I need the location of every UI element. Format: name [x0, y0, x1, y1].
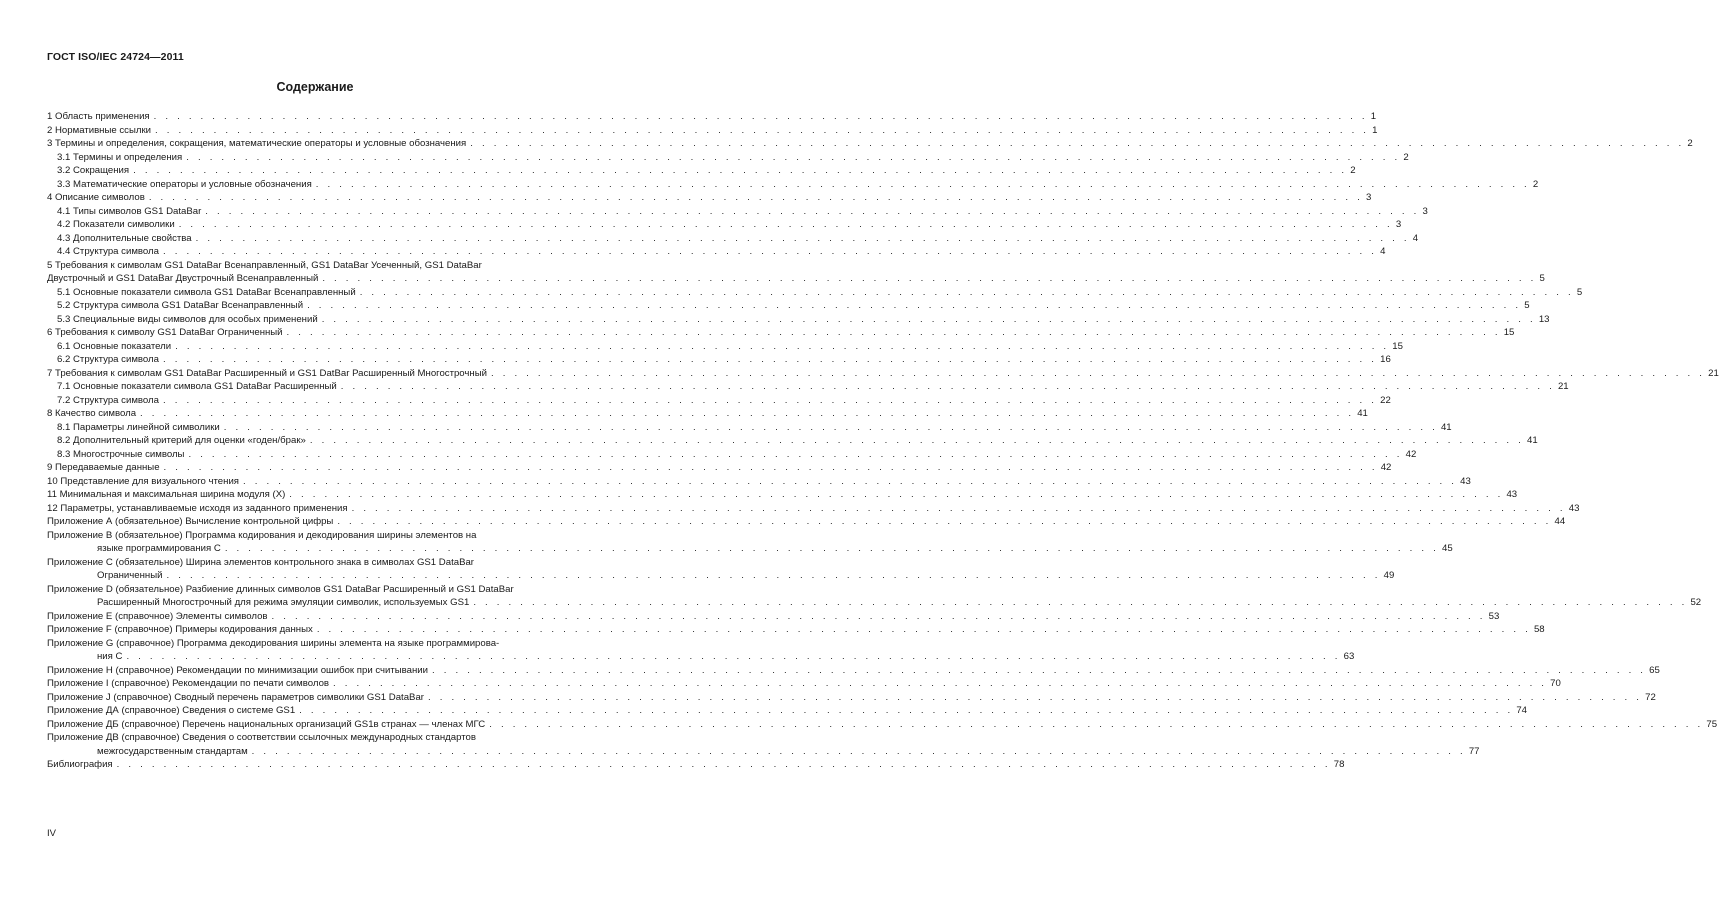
toc-entry-page: 2	[1532, 178, 1539, 190]
toc-entry	[47, 610, 1500, 624]
toc-entry	[47, 421, 1452, 435]
toc-entry-title: Двустрочный и GS1 DataBar Двустрочный Всенаправленный	[47, 273, 319, 284]
leader-dots: . . . . . . . . . . . . . . . . . . . . . . . . . . . . . . . . . . . . . . . . . . . . . . . . . . . . . . . . . . . . . . . . . . . . . . . . . . . . . . . . . . . . . . . . . . . . . . . . . . . . . . . .	[148, 192, 1363, 203]
toc-entry	[47, 529, 1453, 556]
toc-entry-title: Приложение I (справочное) Рекомендации по печати символов	[47, 678, 330, 689]
toc-entry-page: 77	[1468, 745, 1480, 757]
toc-entry-title: 12 Параметры, устанавливаемые исходя из заданного применения	[47, 502, 348, 514]
toc-entry-page: 65	[1649, 664, 1660, 676]
toc-entry-page: 5	[1539, 273, 1545, 284]
toc-entry	[47, 353, 1391, 367]
leader-dots: . . . . . . . . . . . . . . . . . . . . . . . . . . . . . . . . . . . . . . . . . . . . . . . . . . . . . . . . . . . . . . . . . . . . . . . . . . . . . . . . . . . . . . . . . . . . . . . . . . . . . . . .	[186, 151, 1401, 163]
leader-dots: . . . . . . . . . . . . . . . . . . . . . . . . . . . . . . . . . . . . . . . . . . . . . . . . . . . . . . . . . . . . . . . . . . . . . . . . . . . . . . . . . . . . . . . . . . . . . . . . . . . . . . . .	[322, 273, 1537, 284]
toc-entry	[47, 583, 1702, 610]
toc-entry-title: Приложение J (справочное) Сводный перечень параметров символики GS1 DataBar	[47, 691, 424, 703]
toc-entry	[47, 340, 1403, 354]
toc-entry-title-line1: Приложение D (обязательное) Разбиение длинных символов GS1 DataBar Расширенный и GS1 DataBar	[47, 583, 514, 595]
toc-entry	[47, 664, 1660, 678]
toc-entry-page: 72	[1645, 691, 1656, 703]
toc-entry-title: 5.2 Структура символа GS1 DataBar Всенаправленный	[57, 300, 304, 311]
toc-entry-page: 22	[1380, 394, 1391, 406]
toc-entry	[47, 731, 1480, 758]
toc-entry	[47, 191, 1372, 205]
toc-entry	[47, 299, 1530, 313]
toc-entry-page: 21	[1557, 381, 1569, 392]
toc-entry	[47, 488, 1518, 502]
leader-dots: . . . . . . . . . . . . . . . . . . . . . . . . . . . . . . . . . . . . . . . . . . . . . . . . . . . . . . . . . . . . . . . . . . . . . . . . . . . . . . . . . . . . . . . . . . . . . . . . . . . . . . . .	[359, 286, 1574, 298]
toc-entry-title: 1 Область применения	[47, 111, 150, 122]
toc-entry-page: 2	[1687, 138, 1693, 149]
toc-entry-title: 6.2 Структура символа	[57, 354, 159, 365]
toc-entry-page: 45	[1441, 543, 1453, 554]
toc-entry-page: 21	[1708, 367, 1719, 379]
toc-entry-title-line1: Приложение В (обязательное) Программа кодирования и декодирования ширины элементов на	[47, 529, 477, 541]
leader-dots: . . . . . . . . . . . . . . . . . . . . . . . . . . . . . . . . . . . . . . . . . . . . . . . . . . . . . . . . . . . . . . . . . . . . . . . . . . . . . . . . . . . . . . . . . . . . . . . . . . . . . . . .	[243, 475, 1458, 487]
toc-entry-title: 8.1 Параметры линейной символики	[57, 421, 220, 433]
leader-dots: . . . . . . . . . . . . . . . . . . . . . . . . . . . . . . . . . . . . . . . . . . . . . . . . . . . . . . . . . . . . . . . . . . . . . . . . . . . . . . . . . . . . . . . . . . . . . . . . . . . . . . . .	[126, 651, 1341, 662]
leader-dots: . . . . . . . . . . . . . . . . . . . . . . . . . . . . . . . . . . . . . . . . . . . . . . . . . . . . . . . . . . . . . . . . . . . . . . . . . . . . . . . . . . . . . . . . . . . . . . . . . . . . . . . .	[140, 408, 1355, 419]
leader-dots: . . . . . . . . . . . . . . . . . . . . . . . . . . . . . . . . . . . . . . . . . . . . . . . . . . . . . . . . . . . . . . . . . . . . . . . . . . . . . . . . . . . . . . . . . . . . . . . . . . . . . . . .	[224, 543, 1439, 554]
leader-dots: . . . . . . . . . . . . . . . . . . . . . . . . . . . . . . . . . . . . . . . . . . . . . . . . . . . . . . . . . . . . . . . . . . . . . . . . . . . . . . . . . . . . . . . . . . . . . . . . . . . . . . . .	[432, 664, 1647, 676]
toc-entry-title: Приложение Е (справочное) Элементы символов	[47, 610, 268, 622]
leader-dots: . . . . . . . . . . . . . . . . . . . . . . . . . . . . . . . . . . . . . . . . . . . . . . . . . . . . . . . . . . . . . . . . . . . . . . . . . . . . . . . . . . . . . . . . . . . . . . . . . . . . . . . .	[162, 246, 1378, 257]
toc-entry-title: 3.2 Сокращения	[57, 165, 130, 176]
toc-entry	[47, 637, 1355, 664]
toc-entry-page: 49	[1383, 570, 1395, 581]
toc-entry-page: 74	[1516, 705, 1527, 716]
leader-dots: . . . . . . . . . . . . . . . . . . . . . . . . . . . . . . . . . . . . . . . . . . . . . . . . . . . . . . . . . . . . . . . . . . . . . . . . . . . . . . . . . . . . . . . . . . . . . . . . . . . . . . . .	[286, 327, 1501, 338]
toc-entry-title: языке программирования С	[97, 543, 221, 554]
toc-entry	[47, 475, 1471, 489]
toc-entry-page: 53	[1488, 610, 1500, 622]
toc-entry-page: 42	[1380, 462, 1392, 473]
toc-entry-title: Приложение А (обязательное) Вычисление контрольной цифры	[47, 516, 334, 527]
toc-entry-title: 5.1 Основные показатели символа GS1 DataBar Всенаправленный	[57, 286, 356, 298]
leader-dots: . . . . . . . . . . . . . . . . . . . . . . . . . . . . . . . . . . . . . . . . . . . . . . . . . . . . . . . . . . . . . . . . . . . . . . . . . . . . . . . . . . . . . . . . . . . . . . . . . . . . . . . .	[271, 610, 1486, 622]
toc-entry	[47, 515, 1566, 529]
toc-entry-title: 4 Описание символов	[47, 192, 145, 203]
toc-entry-page: 43	[1568, 502, 1580, 514]
toc-entry	[47, 259, 1545, 286]
toc-entry-title: Приложение ДБ (справочное) Перечень национальных организаций GS1в странах — членах МГС	[47, 718, 486, 730]
toc-entry-title: 5.3 Специальные виды символов для особых применений	[57, 313, 318, 325]
toc-entry-title: ния С	[97, 651, 123, 662]
toc-entry	[47, 461, 1392, 475]
toc-entry-title: 11 Минимальная и максимальная ширина модуля (X)	[47, 489, 286, 500]
leader-dots: . . . . . . . . . . . . . . . . . . . . . . . . . . . . . . . . . . . . . . . . . . . . . . . . . . . . . . . . . . . . . . . . . . . . . . . . . . . . . . . . . . . . . . . . . . . . . . . . . . . . . . . .	[351, 502, 1566, 514]
toc-entry-page: 4	[1380, 246, 1386, 257]
toc-entry-title: 7 Требования к символам GS1 DataBar Расширенный и GS1 DatBar Расширенный Многострочный	[47, 367, 487, 379]
toc-entry	[47, 758, 1345, 772]
toc-entry-title: 8.3 Многострочные символы	[57, 448, 185, 460]
toc-entry-title: Приложение F (справочное) Примеры кодирования данных	[47, 624, 313, 635]
toc-entry-title: Ограниченный	[97, 570, 163, 581]
toc-entry-title: Библиография	[47, 759, 113, 770]
toc-entry	[47, 178, 1539, 192]
toc-entry-title: 3.3 Математические операторы и условные обозначения	[57, 178, 312, 190]
toc-entry-title: 4.2 Показатели символики	[57, 219, 175, 230]
toc-entry-title-line1: Приложение G (справочное) Программа декодирования ширины элемента на языке программирова-	[47, 637, 500, 649]
toc-entry-page: 2	[1403, 151, 1409, 163]
toc-entry-title-line1: Приложение ДВ (справочное) Сведения о соответствии ссылочных международных стандартов	[47, 732, 476, 743]
toc-entry	[47, 124, 1378, 138]
toc-entry-page: 43	[1506, 489, 1518, 500]
table-of-contents	[47, 110, 1719, 772]
toc-entry	[47, 434, 1538, 448]
document-code: ГОСТ ISO/IEC 24724—2011	[47, 51, 184, 63]
leader-dots: . . . . . . . . . . . . . . . . . . . . . . . . . . . . . . . . . . . . . . . . . . . . . . . . . . . . . . . . . . . . . . . . . . . . . . . . . . . . . . . . . . . . . . . . . . . . . . . . . . . . . . . .	[337, 516, 1552, 527]
toc-entry	[47, 218, 1402, 232]
leader-dots: . . . . . . . . . . . . . . . . . . . . . . . . . . . . . . . . . . . . . . . . . . . . . . . . . . . . . . . . . . . . . . . . . . . . . . . . . . . . . . . . . . . . . . . . . . . . . . . . . . . . . . . .	[205, 205, 1420, 217]
toc-entry	[47, 704, 1527, 718]
toc-entry	[47, 232, 1419, 246]
leader-dots: . . . . . . . . . . . . . . . . . . . . . . . . . . . . . . . . . . . . . . . . . . . . . . . . . . . . . . . . . . . . . . . . . . . . . . . . . . . . . . . . . . . . . . . . . . . . . . . . . . . . . . . .	[153, 111, 1368, 122]
toc-entry-page: 41	[1527, 435, 1538, 446]
toc-entry-title: 2 Нормативные ссылки	[47, 124, 152, 136]
leader-dots: . . . . . . . . . . . . . . . . . . . . . . . . . . . . . . . . . . . . . . . . . . . . . . . . . . . . . . . . . . . . . . . . . . . . . . . . . . . . . . . . . . . . . . . . . . . . . . . . . . . . . . . .	[251, 745, 1466, 757]
toc-entry	[47, 407, 1368, 421]
leader-dots: . . . . . . . . . . . . . . . . . . . . . . . . . . . . . . . . . . . . . . . . . . . . . . . . . . . . . . . . . . . . . . . . . . . . . . . . . . . . . . . . . . . . . . . . . . . . . . . . . . . . . . . .	[289, 489, 1504, 500]
toc-entry-page: 1	[1372, 124, 1378, 136]
leader-dots: . . . . . . . . . . . . . . . . . . . . . . . . . . . . . . . . . . . . . . . . . . . . . . . . . . . . . . . . . . . . . . . . . . . . . . . . . . . . . . . . . . . . . . . . . . . . . . . . . . . . . . . .	[175, 340, 1390, 352]
page-title: Содержание	[276, 80, 354, 94]
leader-dots: . . . . . . . . . . . . . . . . . . . . . . . . . . . . . . . . . . . . . . . . . . . . . . . . . . . . . . . . . . . . . . . . . . . . . . . . . . . . . . . . . . . . . . . . . . . . . . . . . . . . . . . .	[307, 300, 1522, 311]
leader-dots: . . . . . . . . . . . . . . . . . . . . . . . . . . . . . . . . . . . . . . . . . . . . . . . . . . . . . . . . . . . . . . . . . . . . . . . . . . . . . . . . . . . . . . . . . . . . . . . . . . . . . . . .	[223, 421, 1438, 433]
toc-entry-page: 75	[1706, 718, 1718, 730]
toc-entry-page: 63	[1343, 651, 1355, 662]
toc-entry	[47, 623, 1545, 637]
toc-entry-page: 15	[1392, 340, 1403, 352]
toc-entry	[47, 677, 1561, 691]
leader-dots: . . . . . . . . . . . . . . . . . . . . . . . . . . . . . . . . . . . . . . . . . . . . . . . . . . . . . . . . . . . . . . . . . . . . . . . . . . . . . . . . . . . . . . . . . . . . . . . . . . . . . . . .	[178, 219, 1393, 230]
leader-dots: . . . . . . . . . . . . . . . . . . . . . . . . . . . . . . . . . . . . . . . . . . . . . . . . . . . . . . . . . . . . . . . . . . . . . . . . . . . . . . . . . . . . . . . . . . . . . . . . . . . . . . . .	[195, 232, 1410, 244]
leader-dots: . . . . . . . . . . . . . . . . . . . . . . . . . . . . . . . . . . . . . . . . . . . . . . . . . . . . . . . . . . . . . . . . . . . . . . . . . . . . . . . . . . . . . . . . . . . . . . . . . . . . . . . .	[188, 448, 1403, 460]
toc-entry	[47, 151, 1409, 165]
toc-entry-title: межгосударственным стандартам	[97, 745, 248, 757]
toc-entry-page: 58	[1533, 624, 1545, 635]
toc-entry-page: 3	[1395, 219, 1402, 230]
toc-entry	[47, 367, 1719, 381]
toc-entry-title: 7.2 Структура символа	[57, 394, 159, 406]
leader-dots: . . . . . . . . . . . . . . . . . . . . . . . . . . . . . . . . . . . . . . . . . . . . . . . . . . . . . . . . . . . . . . . . . . . . . . . . . . . . . . . . . . . . . . . . . . . . . . . . . . . . . . . .	[155, 124, 1370, 136]
toc-entry-page: 3	[1365, 192, 1372, 203]
toc-entry	[47, 205, 1428, 219]
toc-entry-title: Расширенный Многострочный для режима эмуляции символик, используемых GS1	[97, 597, 470, 608]
toc-entry-page: 16	[1380, 354, 1391, 365]
toc-entry	[47, 718, 1718, 732]
leader-dots: . . . . . . . . . . . . . . . . . . . . . . . . . . . . . . . . . . . . . . . . . . . . . . . . . . . . . . . . . . . . . . . . . . . . . . . . . . . . . . . . . . . . . . . . . . . . . . . . . . . . . . . .	[309, 435, 1525, 446]
toc-entry-title: Приложение ДА (справочное) Сведения о системе GS1	[47, 705, 296, 716]
toc-entry-title: 4.1 Типы символов GS1 DataBar	[57, 205, 202, 217]
toc-entry-title: 6 Требования к символу GS1 DataBar Ограниченный	[47, 327, 283, 338]
leader-dots: . . . . . . . . . . . . . . . . . . . . . . . . . . . . . . . . . . . . . . . . . . . . . . . . . . . . . . . . . . . . . . . . . . . . . . . . . . . . . . . . . . . . . . . . . . . . . . . . . . . . . . . .	[333, 678, 1548, 689]
leader-dots: . . . . . . . . . . . . . . . . . . . . . . . . . . . . . . . . . . . . . . . . . . . . . . . . . . . . . . . . . . . . . . . . . . . . . . . . . . . . . . . . . . . . . . . . . . . . . . . . . . . . . . . .	[133, 165, 1348, 176]
leader-dots: . . . . . . . . . . . . . . . . . . . . . . . . . . . . . . . . . . . . . . . . . . . . . . . . . . . . . . . . . . . . . . . . . . . . . . . . . . . . . . . . . . . . . . . . . . . . . . . . . . . . . . . .	[427, 691, 1643, 703]
toc-entry-page: 41	[1440, 421, 1452, 433]
toc-entry	[47, 502, 1580, 516]
toc-entry-title: 4.3 Дополнительные свойства	[57, 232, 192, 244]
leader-dots: . . . . . . . . . . . . . . . . . . . . . . . . . . . . . . . . . . . . . . . . . . . . . . . . . . . . . . . . . . . . . . . . . . . . . . . . . . . . . . . . . . . . . . . . . . . . . . . . . . . . . . . .	[473, 597, 1688, 608]
leader-dots: . . . . . . . . . . . . . . . . . . . . . . . . . . . . . . . . . . . . . . . . . . . . . . . . . . . . . . . . . . . . . . . . . . . . . . . . . . . . . . . . . . . . . . . . . . . . . . . . . . . . . . . .	[321, 313, 1536, 325]
leader-dots: . . . . . . . . . . . . . . . . . . . . . . . . . . . . . . . . . . . . . . . . . . . . . . . . . . . . . . . . . . . . . . . . . . . . . . . . . . . . . . . . . . . . . . . . . . . . . . . . . . . . . . . .	[489, 718, 1704, 730]
leader-dots: . . . . . . . . . . . . . . . . . . . . . . . . . . . . . . . . . . . . . . . . . . . . . . . . . . . . . . . . . . . . . . . . . . . . . . . . . . . . . . . . . . . . . . . . . . . . . . . . . . . . . . . .	[470, 138, 1685, 149]
toc-entry-title: 8 Качество символа	[47, 408, 137, 419]
toc-entry	[47, 448, 1417, 462]
toc-entry-title: 9 Передаваемые данные	[47, 462, 160, 473]
toc-entry-page: 5	[1576, 286, 1583, 298]
toc-entry-page: 1	[1370, 111, 1377, 122]
page-number: IV	[47, 828, 56, 839]
toc-entry-title: 3 Термины и определения, сокращения, математические операторы и условные обозначения	[47, 138, 467, 149]
toc-entry-page: 2	[1350, 165, 1356, 176]
leader-dots: . . . . . . . . . . . . . . . . . . . . . . . . . . . . . . . . . . . . . . . . . . . . . . . . . . . . . . . . . . . . . . . . . . . . . . . . . . . . . . . . . . . . . . . . . . . . . . . . . . . . . . . .	[166, 570, 1381, 581]
leader-dots: . . . . . . . . . . . . . . . . . . . . . . . . . . . . . . . . . . . . . . . . . . . . . . . . . . . . . . . . . . . . . . . . . . . . . . . . . . . . . . . . . . . . . . . . . . . . . . . . . . . . . . . .	[340, 381, 1555, 392]
toc-entry-page: 13	[1538, 313, 1550, 325]
toc-entry	[47, 245, 1386, 259]
leader-dots: . . . . . . . . . . . . . . . . . . . . . . . . . . . . . . . . . . . . . . . . . . . . . . . . . . . . . . . . . . . . . . . . . . . . . . . . . . . . . . . . . . . . . . . . . . . . . . . . . . . . . . . .	[162, 354, 1378, 365]
toc-entry-page: 78	[1333, 759, 1345, 770]
toc-entry	[47, 313, 1550, 327]
toc-entry-page: 15	[1503, 327, 1515, 338]
toc-entry-page: 4	[1412, 232, 1419, 244]
toc-entry	[47, 164, 1356, 178]
toc-entry	[47, 394, 1391, 408]
leader-dots: . . . . . . . . . . . . . . . . . . . . . . . . . . . . . . . . . . . . . . . . . . . . . . . . . . . . . . . . . . . . . . . . . . . . . . . . . . . . . . . . . . . . . . . . . . . . . . . . . . . . . . . .	[163, 462, 1378, 473]
toc-entry	[47, 380, 1569, 394]
toc-entry-title: 10 Представление для визуального чтения	[47, 475, 239, 487]
toc-entry-page: 3	[1422, 205, 1428, 217]
toc-entry-page: 5	[1524, 300, 1530, 311]
toc-entry-title-line1: Приложение С (обязательное) Ширина элементов контрольного знака в символах GS1 DataBar	[47, 556, 475, 568]
toc-entry-page: 42	[1405, 448, 1417, 460]
toc-entry-page: 44	[1554, 516, 1566, 527]
toc-entry-page: 41	[1357, 408, 1368, 419]
toc-entry-title: Приложение Н (справочное) Рекомендации по минимизации ошибок при считывании	[47, 664, 429, 676]
toc-entry	[47, 326, 1515, 340]
toc-entry	[47, 691, 1656, 705]
toc-entry-title: 6.1 Основные показатели	[57, 340, 172, 352]
leader-dots: . . . . . . . . . . . . . . . . . . . . . . . . . . . . . . . . . . . . . . . . . . . . . . . . . . . . . . . . . . . . . . . . . . . . . . . . . . . . . . . . . . . . . . . . . . . . . . . . . . . . . . . .	[299, 705, 1514, 716]
toc-entry-page: 43	[1460, 475, 1471, 487]
toc-entry-title: 7.1 Основные показатели символа GS1 DataBar Расширенный	[57, 381, 337, 392]
toc-entry	[47, 556, 1395, 583]
toc-entry-title: 8.2 Дополнительный критерий для оценки «годен/брак»	[57, 435, 306, 446]
leader-dots: . . . . . . . . . . . . . . . . . . . . . . . . . . . . . . . . . . . . . . . . . . . . . . . . . . . . . . . . . . . . . . . . . . . . . . . . . . . . . . . . . . . . . . . . . . . . . . . . . . . . . . . .	[490, 367, 1706, 379]
toc-entry	[47, 286, 1583, 300]
leader-dots: . . . . . . . . . . . . . . . . . . . . . . . . . . . . . . . . . . . . . . . . . . . . . . . . . . . . . . . . . . . . . . . . . . . . . . . . . . . . . . . . . . . . . . . . . . . . . . . . . . . . . . . .	[316, 624, 1531, 635]
toc-entry-title-line1: 5 Требования к символам GS1 DataBar Всенаправленный, GS1 DataBar Усеченный, GS1 DataBar	[47, 259, 482, 271]
toc-entry-title: 3.1 Термины и определения	[57, 151, 183, 163]
toc-entry-page: 70	[1550, 678, 1561, 689]
toc-entry	[47, 110, 1377, 124]
leader-dots: . . . . . . . . . . . . . . . . . . . . . . . . . . . . . . . . . . . . . . . . . . . . . . . . . . . . . . . . . . . . . . . . . . . . . . . . . . . . . . . . . . . . . . . . . . . . . . . . . . . . . . . .	[116, 759, 1331, 770]
leader-dots: . . . . . . . . . . . . . . . . . . . . . . . . . . . . . . . . . . . . . . . . . . . . . . . . . . . . . . . . . . . . . . . . . . . . . . . . . . . . . . . . . . . . . . . . . . . . . . . . . . . . . . . .	[315, 178, 1530, 190]
leader-dots: . . . . . . . . . . . . . . . . . . . . . . . . . . . . . . . . . . . . . . . . . . . . . . . . . . . . . . . . . . . . . . . . . . . . . . . . . . . . . . . . . . . . . . . . . . . . . . . . . . . . . . . .	[162, 394, 1378, 406]
toc-entry-title: 4.4 Структура символа	[57, 246, 159, 257]
toc-entry	[47, 137, 1693, 151]
toc-entry-page: 52	[1690, 597, 1702, 608]
